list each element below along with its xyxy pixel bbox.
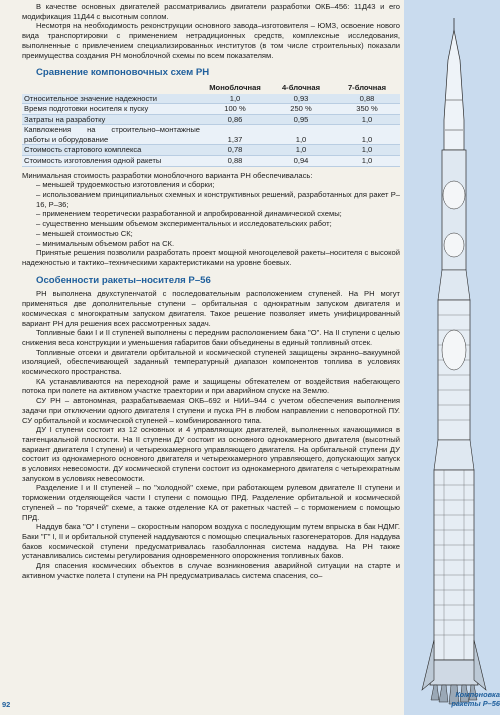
rocket-layout-drawing <box>404 0 500 715</box>
list-item: – меньшей трудоемкостью изготовления и сборки; <box>36 180 215 190</box>
comparison-table-header <box>22 82 400 94</box>
cell-value: 350 % <box>334 104 400 115</box>
page-number: 92 <box>2 700 11 709</box>
list-item: – применением теоретически разработанной и апробированной динамической схемы; <box>36 209 342 219</box>
table-row <box>22 156 400 167</box>
cell-value: 1,0 <box>268 125 334 145</box>
cell-value: 1,0 <box>334 125 400 145</box>
table-row <box>22 145 400 156</box>
comparison-table-title: Сравнение компоновочных схем РН <box>36 67 210 79</box>
table-row <box>22 94 400 104</box>
row-label: Стоимость стартового комплекса <box>22 145 202 156</box>
header-4-block: 4-блочная <box>268 82 334 94</box>
cell-value: 1,37 <box>202 125 268 145</box>
cell-value: 0,78 <box>202 145 268 156</box>
features-paragraph-2: Топливные баки I и II ступеней выполнены с передним расположением бака "О". На II ступени с целью снижения веса конструкции и уменьшения габаритов баки объединены в единый топливный отсек. <box>22 328 400 347</box>
header-7-block: 7-блочная <box>334 82 400 94</box>
cell-value: 0,88 <box>334 94 400 104</box>
cell-value: 0,95 <box>268 114 334 125</box>
table-row <box>22 104 400 115</box>
advantages-lead: Минимальная стоимость разработки моноблочного варианта РН обеспечивалась: <box>22 170 313 180</box>
list-item: – существенно меньшим объемом экспериментальных и исследовательских работ; <box>36 219 332 229</box>
cell-value: 1,0 <box>334 156 400 167</box>
row-label: Капвложения на строительно–монтажные работы и оборудование <box>24 125 200 144</box>
rocket-figure-panel <box>404 0 500 715</box>
features-paragraph-4: КА устанавливаются на переходной раме и защищены обтекателем от воздействия набегающего потока при полете на активном участке траектории и при аварийном спуске на Землю. <box>22 376 400 396</box>
cell-value: 100 % <box>202 104 268 115</box>
cell-value: 1,0 <box>268 145 334 156</box>
text-column <box>22 2 400 581</box>
header-monoblock: Моноблочная <box>202 82 268 94</box>
features-paragraph-8: Наддув бака "О" I ступени – скоростным напором воздуха с последующим путем впрыска в бак НДМГ. Баки "Г" I, II и орбитальной ступеней наддуваются с помощью специальных газогенераторов. Для наддува баков космической ступени предусматривалась газобаллонная система наддува. На РН также устанавливались системы регулирования одновременного опорожнения топливных баков. <box>22 522 400 561</box>
features-paragraph-6: ДУ I ступени состоит из 12 основных и 4 управляющих двигателей, выполненных качающимися в тангенциальной плоскости. На II ступени ДУ состоит из основного однокамерного двигателя (высотный вариант двигателя I ступени) и четырехкамерного управляющего двигателя. На орбитальной ступени ДУ состоит из однокамерного основного двигателя и четырехкамерного управляющего, допускающих запуск в условиях невесомости. ДУ космической ступени состоит из однокамерного двигателя с четырехкратным запуском в условиях невесомости. <box>22 425 400 483</box>
table-row <box>22 114 400 125</box>
features-paragraph-7: Разделение I и II ступеней – по "холодной" схеме, при работающем рулевом двигателе II ступени и торможении отделяющейся части I ступени с помощью ПРД. Разделение орбитальной и космической ступеней – по "горячей" схеме, а также отделение КА от ракетных частей – с торможением с помощью ПРД. <box>22 483 400 522</box>
figure-caption: Компоновка ракеты Р–56 <box>451 690 500 708</box>
row-label: Время подготовки носителя к пуску <box>22 104 202 115</box>
intro-paragraph-1: В качестве основных двигателей рассматривались двигатели разработки ОКБ–456: 11Д43 и его модификация 11Д44 с высотным соплом. <box>22 2 400 21</box>
row-label: Стоимость изготовления одной ракеты <box>22 156 202 167</box>
intro-paragraph-2: Несмотря на необходимость реконструкции основного завода–изготовителя – ЮМЗ, освоение нового вида транспортировки с применением нетрадиционных средств, комплексные исследования, выполненные с привлечением специализированных институтов (в том числе строительных) показали преимущества создания РН моноблочной схемы по всем показателям. <box>22 21 400 60</box>
advantages-closing: Принятые решения позволили разработать проект мощной многоцелевой ракеты–носителя с высокой надежностью и тактико–техническими характеристиками на уровне боевых. <box>22 248 400 267</box>
cell-value: 0,94 <box>268 156 334 167</box>
cell-value: 0,86 <box>202 114 268 125</box>
comparison-table <box>22 82 400 167</box>
header-empty <box>22 82 202 94</box>
row-label: Относительное значение надежности <box>22 94 202 104</box>
advantages-list <box>22 180 400 248</box>
features-paragraph-1: РН выполнена двухступенчатой с последовательным расположением ступеней. На РН могут применяться две дополнительные ступени – орбитальная с однократным запуском двигателя и космическая с многократным запуском двигателя. Такое решение позволяет иметь унифицированный вариант РН для решения всех рассмотренных задач. <box>22 289 400 328</box>
list-item: – минимальным объемом работ на СК. <box>36 238 175 248</box>
cell-value: 1,0 <box>202 94 268 104</box>
cell-value: 250 % <box>268 104 334 115</box>
cell-value: 1,0 <box>334 114 400 125</box>
features-paragraph-5: СУ РН – автономная, разрабатываемая ОКБ–692 и НИИ–944 с учетом обеспечения выполнения задачи при отключении одного двигателя I ступени и пуска РН в любом направлении с неповоротной ПУ. СУ орбитальной и космической ступеней – комбинированного типа. <box>22 396 400 425</box>
table-row <box>22 125 400 145</box>
list-item: – использованием принципиальных схемных и конструктивных решений, разработанных для ракет Р–16, Р–36; <box>36 190 400 209</box>
list-item: – меньшей стоимостью СК; <box>36 228 133 238</box>
cell-value: 1,0 <box>334 145 400 156</box>
row-label: Затраты на разработку <box>22 114 202 125</box>
features-paragraph-9: Для спасения космических объектов в случае возникновения аварийной ситуации на старте и активном участке полета I ступени на РН предусматривалась система спасения, со– <box>22 561 400 580</box>
cell-value: 0,93 <box>268 94 334 104</box>
features-title: Особенности ракеты–носителя Р–56 <box>36 274 211 286</box>
features-paragraph-3: Топливные отсеки и двигатели орбитальной и космической ступеней защищены экранно–вакуумной изоляцией, обеспечивающей заданный температурный диапазон компонентов топлива в условиях космического пространства. <box>22 347 400 377</box>
cell-value: 0,88 <box>202 156 268 167</box>
